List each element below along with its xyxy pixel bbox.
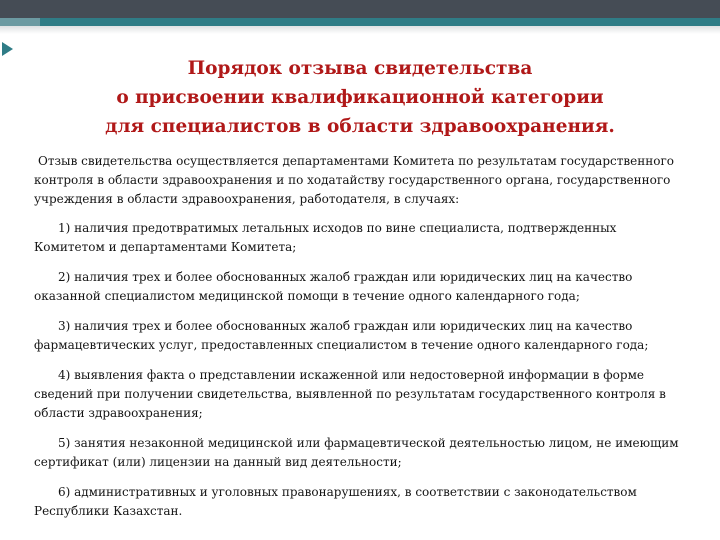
triangle-bullet-icon bbox=[2, 42, 13, 56]
header-bar-dark bbox=[0, 0, 720, 18]
list-item-6: 6) административных и уголовных правонарушениях, в соответствии с законодательством Республики Казахстан. bbox=[34, 485, 637, 518]
list-item-3: 3) наличия трех и более обоснованных жалоб граждан или юридических лиц на качество фармацевтических услуг, предоставленных специалистом в течение одного календарного года; bbox=[34, 319, 649, 352]
slide-title bbox=[60, 54, 660, 141]
intro-paragraph: Отзыв свидетельства осуществляется департаментами Комитета по результатам государственного контроля в области здравоохранения и по ходатайству государственного органа, государственного учреждения в области здравоохранения, работодателя, в случаях: bbox=[34, 154, 674, 206]
title-line-2: о присвоении квалификационной категории bbox=[116, 87, 604, 108]
slide-body bbox=[34, 152, 690, 532]
title-line-3: для специалистов в области здравоохранения. bbox=[105, 116, 615, 137]
list-item-5: 5) занятия незаконной медицинской или фармацевтической деятельностью лицом, не имеющим сертификат (или) лицензии на данный вид деятельности; bbox=[34, 436, 679, 469]
list-item-2: 2) наличия трех и более обоснованных жалоб граждан или юридических лиц на качество оказанной специалистом медицинской помощи в течение одного календарного года; bbox=[34, 270, 633, 303]
list-item-1: 1) наличия предотвратимых летальных исходов по вине специалиста, подтвержденных Комитетом и департаментами Комитета; bbox=[34, 221, 617, 254]
header-bar-teal bbox=[0, 18, 720, 26]
header-bar-shadow bbox=[0, 26, 720, 34]
header-bar-accent bbox=[0, 18, 40, 26]
list-item-4: 4) выявления факта о представлении искаженной или недостоверной информации в форме сведений при получении свидетельства, выявленной по результатам государственного контроля в области здравоохранения; bbox=[34, 368, 666, 420]
title-line-1: Порядок отзыва свидетельства bbox=[187, 58, 533, 79]
